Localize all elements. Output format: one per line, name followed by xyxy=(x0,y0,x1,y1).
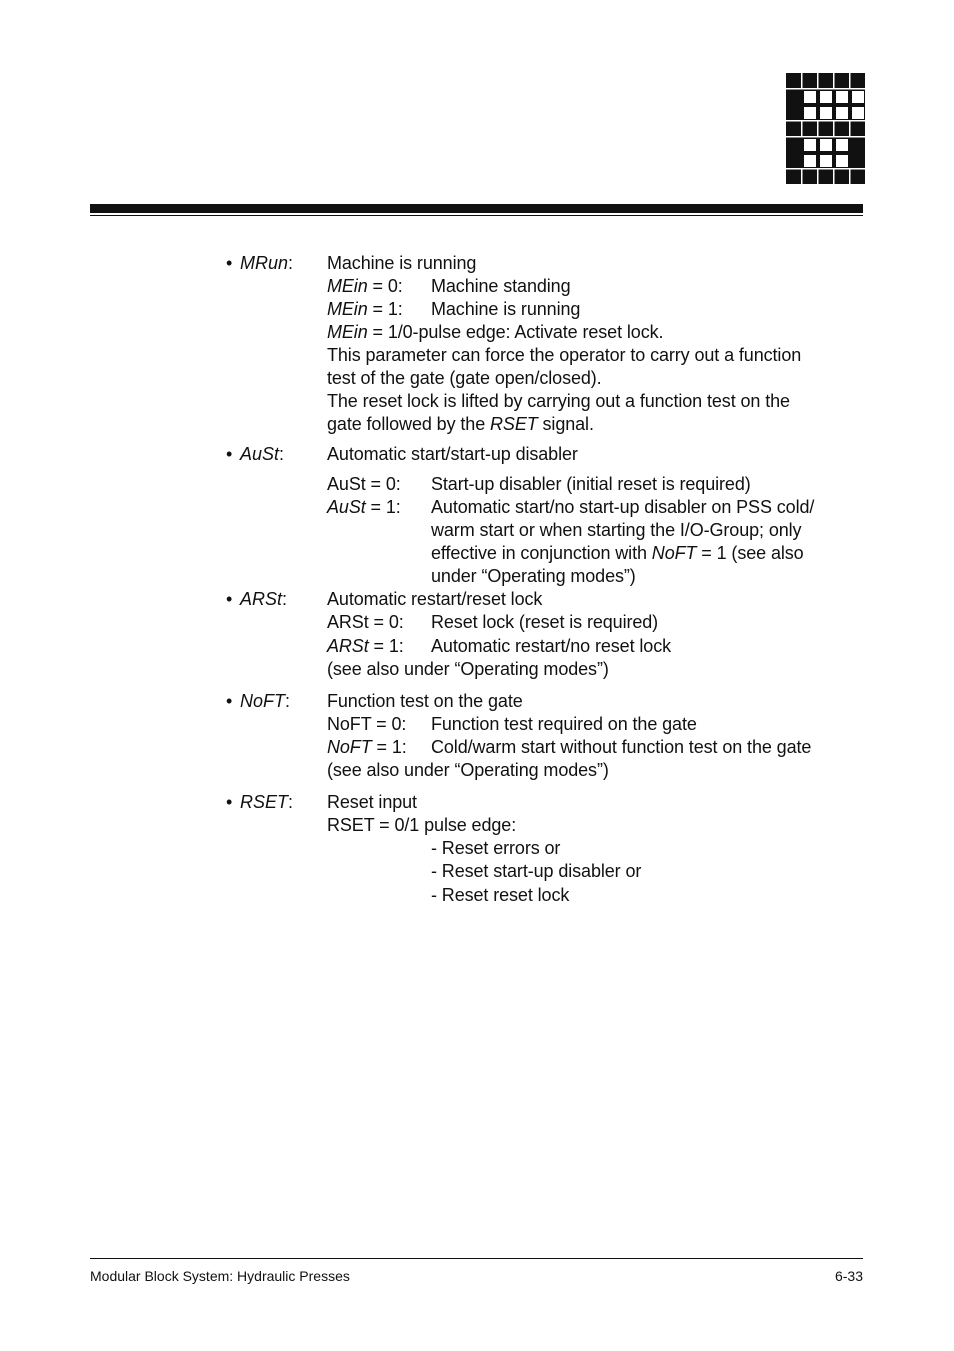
value-row-rhs: Automatic restart/no reset lock xyxy=(431,636,671,656)
list-item: - Reset errors or xyxy=(431,838,561,858)
value-row-lhs: AuSt = 1: xyxy=(327,497,401,517)
page-number: 6-33 xyxy=(834,1268,863,1284)
note-text: (see also under “Operating modes”) xyxy=(327,659,609,679)
value-row-lhs: RSET = 0/1 pulse edge: xyxy=(327,815,517,835)
param-desc: Automatic restart/reset lock xyxy=(327,589,543,609)
footer-title: Modular Block System: Hydraulic Presses xyxy=(90,1268,350,1284)
value-row-rhs: Cold/warm start without function test on the gate xyxy=(431,737,812,757)
note-text: (see also under “Operating modes”) xyxy=(327,760,609,780)
body-text: This parameter can force the operator to carry out a function xyxy=(327,345,802,365)
param-desc: Reset input xyxy=(327,792,417,812)
value-row-lhs: AuSt = 0: xyxy=(327,474,401,494)
param-desc: Function test on the gate xyxy=(327,691,523,711)
value-row-lhs: ARSt = 0: xyxy=(327,612,404,632)
header-rule-thick xyxy=(90,204,863,213)
value-row-lhs: NoFT = 1: xyxy=(327,737,407,757)
value-row-rhs: Automatic start/no start-up disabler on PSS cold/ xyxy=(431,497,815,517)
footer-rule xyxy=(90,1258,863,1259)
param-term-aust: • AuSt: xyxy=(226,444,285,464)
value-row-rhs: Machine standing xyxy=(431,276,571,296)
value-row-cont: warm start or when starting the I/O-Group; only xyxy=(431,520,802,540)
list-item: - Reset start-up disabler or xyxy=(431,861,642,881)
value-row-lhs: NoFT = 0: xyxy=(327,714,407,734)
value-row-rhs: Function test required on the gate xyxy=(431,714,697,734)
body-text: gate followed by the RSET signal. xyxy=(327,414,594,434)
body-text: The reset lock is lifted by carrying out a function test on the xyxy=(327,391,790,411)
param-term-noft: • NoFT: xyxy=(226,691,291,711)
value-row-cont: effective in conjunction with NoFT = 1 (see also xyxy=(431,543,804,563)
grid-logo-icon xyxy=(786,73,865,184)
value-row-rhs: Reset lock (reset is required) xyxy=(431,612,659,632)
body-text: test of the gate (gate open/closed). xyxy=(327,368,602,388)
value-row-lhs: MEin = 0: xyxy=(327,276,403,296)
value-row-rhs: Start-up disabler (initial reset is required) xyxy=(431,474,751,494)
param-desc: Machine is running xyxy=(327,253,477,273)
header-rule-thin xyxy=(90,215,863,216)
value-row-rhs: Machine is running xyxy=(431,299,581,319)
list-item: - Reset reset lock xyxy=(431,885,570,905)
value-row-cont: under “Operating modes”) xyxy=(431,566,636,586)
value-row-lhs: ARSt = 1: xyxy=(327,636,404,656)
param-term-arst: • ARSt: xyxy=(226,589,288,609)
value-row-lhs: MEin = 1: xyxy=(327,299,403,319)
param-term-rset: • RSET: xyxy=(226,792,294,812)
param-term-mrun: • MRun: xyxy=(226,253,294,273)
param-desc: Automatic start/start-up disabler xyxy=(327,444,578,464)
value-row-lhs: MEin = 1/0-pulse edge: Activate reset lock. xyxy=(327,322,664,342)
